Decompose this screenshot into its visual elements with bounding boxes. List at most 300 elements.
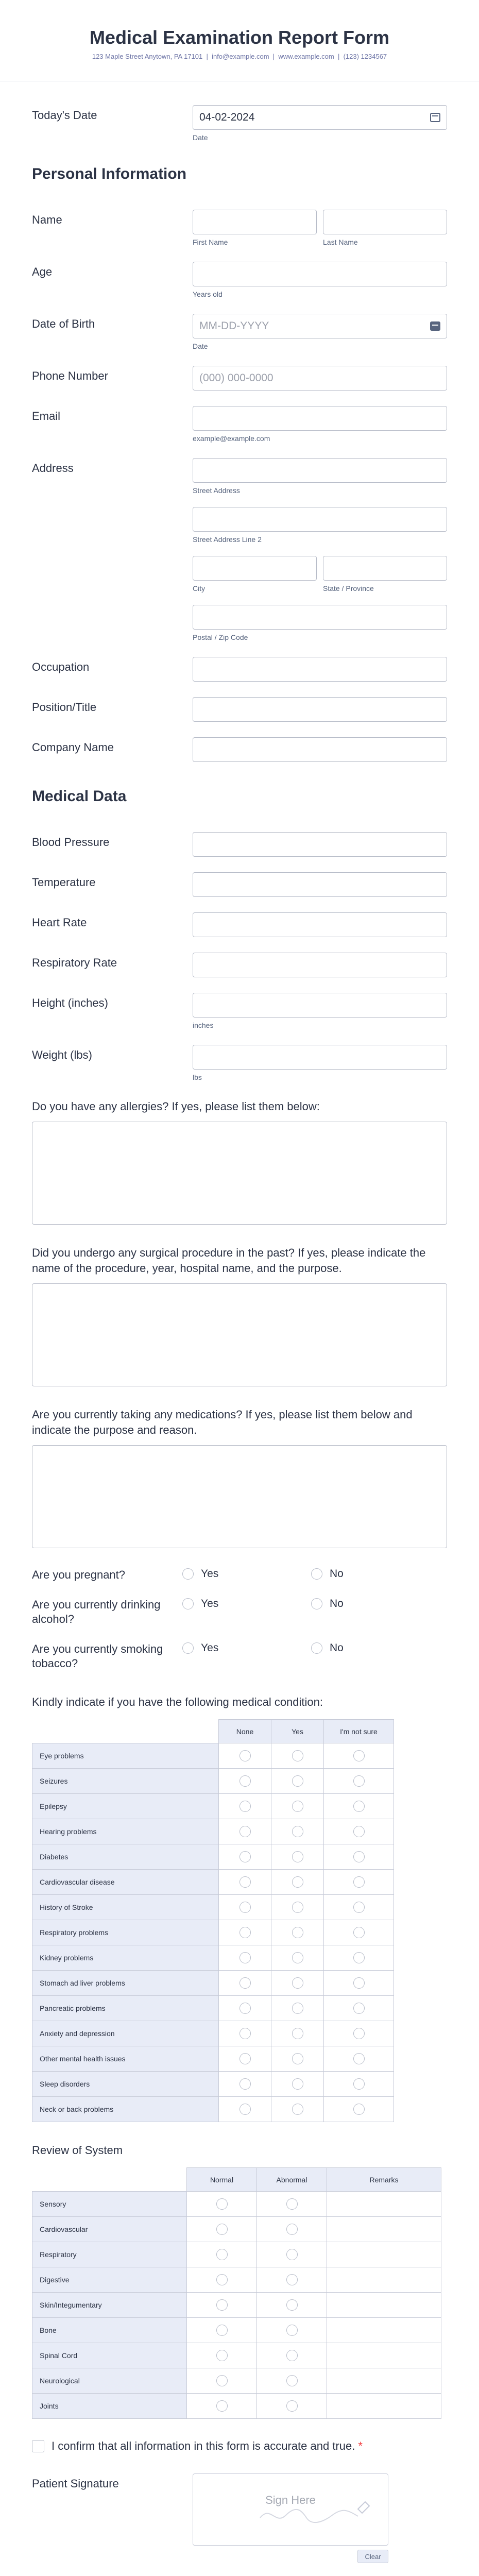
email-row [32, 406, 447, 443]
personal-info-heading: Personal Information [32, 165, 187, 182]
radio-button[interactable] [216, 2224, 228, 2235]
review-row-label: Respiratory [32, 2242, 187, 2267]
radio-button[interactable] [239, 1826, 251, 1837]
height-row [32, 993, 447, 1029]
condition-radio-cell[interactable] [271, 2021, 324, 2046]
radio-button[interactable] [353, 1876, 365, 1888]
review-row [32, 2368, 441, 2394]
condition-row-label: Neck or back problems [32, 2097, 219, 2122]
radio-button[interactable] [286, 2325, 298, 2336]
radio-button[interactable] [353, 1801, 365, 1812]
postal-input[interactable] [193, 605, 447, 630]
company-row [32, 737, 447, 762]
condition-radio-cell[interactable] [219, 1971, 271, 1996]
radio-button[interactable] [239, 1952, 251, 1963]
review-remarks-cell[interactable] [327, 2192, 441, 2217]
radio-button[interactable] [292, 2028, 303, 2039]
condition-radio-cell[interactable] [219, 1769, 271, 1794]
review-row-label: Joints [32, 2394, 187, 2419]
condition-radio-cell[interactable] [271, 1996, 324, 2021]
radio-button[interactable] [286, 2198, 298, 2210]
address-row [32, 458, 447, 641]
radio-button[interactable] [239, 1801, 251, 1812]
condition-radio-cell[interactable] [271, 1844, 324, 1870]
review-remarks-cell[interactable] [327, 2217, 441, 2242]
radio-button[interactable] [311, 1598, 322, 1609]
position-input[interactable] [193, 697, 447, 722]
contact-website: www.example.com [278, 53, 334, 60]
name-label: Name [32, 213, 62, 226]
condition-radio-cell[interactable] [219, 1895, 271, 1920]
review-row [32, 2192, 441, 2217]
medications-question: Are you currently taking any medications? If yes, please list them below and indicate the purpose and reason. [32, 1408, 413, 1436]
radio-button[interactable] [353, 1927, 365, 1938]
radio-button[interactable] [292, 1851, 303, 1862]
condition-row-label: Pancreatic problems [32, 1996, 219, 2021]
radio-button[interactable] [292, 1750, 303, 1761]
age-input[interactable] [193, 262, 447, 286]
radio-button[interactable] [292, 2078, 303, 2090]
age-label: Age [32, 265, 53, 278]
drinking-no-option[interactable] [311, 1598, 440, 1610]
condition-radio-cell[interactable] [219, 1819, 271, 1844]
condition-col-header: I'm not sure [324, 1720, 394, 1743]
radio-button[interactable] [239, 1876, 251, 1888]
condition-radio-cell[interactable] [271, 2046, 324, 2072]
review-radio-cell[interactable] [187, 2267, 257, 2293]
condition-radio-cell[interactable] [271, 1945, 324, 1971]
condition-radio-cell[interactable] [324, 1996, 394, 2021]
condition-row [32, 1920, 394, 1945]
condition-radio-cell[interactable] [219, 2072, 271, 2097]
calendar-icon[interactable] [430, 113, 440, 122]
review-question: Review of System [32, 2144, 123, 2157]
review-remarks-cell[interactable] [327, 2394, 441, 2419]
contact-phone: (123) 1234567 [343, 53, 387, 60]
phone-placeholder: (000) 000-0000 [199, 372, 273, 384]
review-radio-cell[interactable] [257, 2242, 327, 2267]
review-row-label: Sensory [32, 2192, 187, 2217]
company-input[interactable] [193, 737, 447, 762]
condition-radio-cell[interactable] [219, 1945, 271, 1971]
todays-date-label: Today's Date [32, 109, 97, 122]
review-radio-cell[interactable] [187, 2192, 257, 2217]
condition-radio-cell[interactable] [271, 1870, 324, 1895]
radio-button[interactable] [182, 1598, 194, 1609]
radio-button[interactable] [353, 1952, 365, 1963]
review-remarks-cell[interactable] [327, 2293, 441, 2318]
radio-button[interactable] [286, 2274, 298, 2285]
radio-button[interactable] [286, 2400, 298, 2412]
review-remarks-cell[interactable] [327, 2368, 441, 2394]
state-sublabel: State / Province [323, 584, 374, 592]
radio-button[interactable] [353, 1826, 365, 1837]
radio-button[interactable] [216, 2249, 228, 2260]
medical-data-heading: Medical Data [32, 788, 127, 805]
radio-button[interactable] [239, 2028, 251, 2039]
review-radio-cell[interactable] [257, 2343, 327, 2368]
condition-radio-cell[interactable] [324, 1945, 394, 1971]
radio-button[interactable] [216, 2299, 228, 2311]
height-sublabel: inches [193, 1021, 214, 1029]
condition-row [32, 2046, 394, 2072]
condition-row [32, 1743, 394, 1769]
condition-radio-cell[interactable] [324, 1870, 394, 1895]
yes-label: Yes [201, 1598, 219, 1609]
height-input[interactable] [193, 993, 447, 1018]
radio-button[interactable] [311, 1568, 322, 1580]
drinking-label: Are you currently drinking alcohol? [32, 1598, 161, 1625]
no-label: No [330, 1568, 344, 1580]
radio-button[interactable] [353, 2104, 365, 2115]
address-label: Address [32, 462, 74, 474]
review-row [32, 2293, 441, 2318]
weight-input[interactable] [193, 1045, 447, 1070]
street2-input[interactable] [193, 507, 447, 532]
review-radio-cell[interactable] [187, 2242, 257, 2267]
condition-radio-cell[interactable] [271, 2097, 324, 2122]
condition-row-label: History of Stroke [32, 1895, 219, 1920]
rr-label: Respiratory Rate [32, 956, 117, 969]
radio-button[interactable] [216, 2350, 228, 2361]
condition-radio-cell[interactable] [271, 1794, 324, 1819]
required-mark: * [358, 2439, 363, 2452]
condition-row-label: Diabetes [32, 1844, 219, 1870]
radio-button[interactable] [286, 2375, 298, 2386]
radio-button[interactable] [353, 1775, 365, 1787]
condition-radio-cell[interactable] [271, 1920, 324, 1945]
contact-line: 123 Maple Street Anytown, PA 17101 | info@example.com | www.example.com | (123) 1234567 [92, 53, 387, 60]
yes-label: Yes [201, 1642, 219, 1654]
condition-row [32, 1895, 394, 1920]
radio-button[interactable] [216, 2400, 228, 2412]
rr-row [32, 953, 447, 977]
name-row [32, 210, 447, 246]
conditions-matrix [32, 1719, 394, 2122]
review-radio-cell[interactable] [187, 2343, 257, 2368]
rr-input[interactable] [193, 953, 447, 977]
occupation-input[interactable] [193, 657, 447, 682]
radio-button[interactable] [292, 1952, 303, 1963]
radio-button[interactable] [239, 2053, 251, 2064]
position-row [32, 697, 447, 722]
condition-radio-cell[interactable] [219, 1844, 271, 1870]
todays-date-value: 04-02-2024 [199, 111, 255, 123]
radio-button[interactable] [239, 2078, 251, 2090]
review-radio-cell[interactable] [187, 2368, 257, 2394]
temp-label: Temperature [32, 876, 96, 889]
review-remarks-cell[interactable] [327, 2242, 441, 2267]
street2-sublabel: Street Address Line 2 [193, 535, 262, 544]
condition-row [32, 2097, 394, 2122]
radio-button[interactable] [292, 1775, 303, 1787]
city-input[interactable] [193, 556, 317, 581]
condition-row [32, 1769, 394, 1794]
condition-radio-cell[interactable] [324, 2021, 394, 2046]
condition-row [32, 1794, 394, 1819]
condition-radio-cell[interactable] [271, 1819, 324, 1844]
condition-radio-cell[interactable] [219, 1870, 271, 1895]
pregnant-no-option[interactable] [311, 1568, 440, 1580]
radio-button[interactable] [286, 2224, 298, 2235]
radio-button[interactable] [292, 1826, 303, 1837]
radio-button[interactable] [292, 1927, 303, 1938]
radio-button[interactable] [286, 2249, 298, 2260]
last-name-sublabel: Last Name [323, 238, 358, 246]
review-radio-cell[interactable] [187, 2217, 257, 2242]
review-col-header: Normal [187, 2168, 257, 2192]
last-name-input[interactable] [323, 210, 447, 234]
calendar-icon[interactable] [430, 321, 440, 331]
condition-row-label: Epilepsy [32, 1794, 219, 1819]
confirm-row[interactable] [32, 2439, 447, 2453]
review-radio-cell[interactable] [257, 2217, 327, 2242]
review-radio-cell[interactable] [257, 2192, 327, 2217]
state-input[interactable] [323, 556, 447, 581]
dob-sublabel: Date [193, 342, 208, 350]
review-row [32, 2318, 441, 2343]
condition-radio-cell[interactable] [324, 1794, 394, 1819]
smoking-no-option[interactable] [311, 1642, 440, 1654]
review-row-label: Digestive [32, 2267, 187, 2293]
condition-radio-cell[interactable] [271, 1895, 324, 1920]
condition-radio-cell[interactable] [219, 2046, 271, 2072]
radio-button[interactable] [353, 1902, 365, 1913]
condition-row-label: Sleep disorders [32, 2072, 219, 2097]
weight-sublabel: lbs [193, 1073, 202, 1081]
review-row-label: Skin/Integumentary [32, 2293, 187, 2318]
condition-radio-cell[interactable] [324, 1895, 394, 1920]
review-radio-cell[interactable] [187, 2394, 257, 2419]
radio-button[interactable] [353, 1750, 365, 1761]
confirm-checkbox[interactable] [32, 2440, 44, 2452]
review-remarks-cell[interactable] [327, 2267, 441, 2293]
condition-col-header: Yes [271, 1720, 324, 1743]
pregnant-label: Are you pregnant? [32, 1568, 126, 1581]
allergies-question: Do you have any allergies? If yes, please list them below: [32, 1100, 320, 1113]
condition-radio-cell[interactable] [271, 2072, 324, 2097]
condition-radio-cell[interactable] [219, 1920, 271, 1945]
radio-button[interactable] [182, 1642, 194, 1654]
company-label: Company Name [32, 741, 114, 754]
hr-row [32, 912, 447, 937]
smoking-yes-option[interactable] [182, 1642, 311, 1654]
radio-button[interactable] [239, 1750, 251, 1761]
form-title: Medical Examination Report Form [89, 27, 390, 48]
surgery-textarea[interactable] [32, 1283, 447, 1386]
signature-scribble-icon [255, 2495, 379, 2531]
contact-email: info@example.com [212, 53, 269, 60]
dob-input[interactable] [193, 314, 447, 338]
radio-button[interactable] [286, 2350, 298, 2361]
condition-radio-cell[interactable] [324, 1743, 394, 1769]
condition-radio-cell[interactable] [219, 1996, 271, 2021]
review-row [32, 2242, 441, 2267]
condition-row-label: Anxiety and depression [32, 2021, 219, 2046]
dob-label: Date of Birth [32, 317, 95, 330]
radio-button[interactable] [353, 1851, 365, 1862]
bp-row [32, 832, 447, 857]
dob-row [32, 314, 447, 350]
radio-button[interactable] [292, 2003, 303, 2014]
radio-button[interactable] [239, 2003, 251, 2014]
bp-label: Blood Pressure [32, 836, 110, 849]
condition-row-label: Eye problems [32, 1743, 219, 1769]
radio-button[interactable] [353, 2028, 365, 2039]
condition-radio-cell[interactable] [219, 2097, 271, 2122]
radio-button[interactable] [182, 1568, 194, 1580]
street1-sublabel: Street Address [193, 486, 240, 495]
radio-button[interactable] [239, 1902, 251, 1913]
radio-button[interactable] [239, 1775, 251, 1787]
bp-input[interactable] [193, 832, 447, 857]
radio-button[interactable] [292, 2053, 303, 2064]
condition-radio-cell[interactable] [324, 1920, 394, 1945]
patient-signature-row [32, 2473, 447, 2563]
todays-date-sublabel: Date [193, 133, 208, 142]
smoking-row [32, 1642, 447, 1671]
condition-row [32, 1819, 394, 1844]
phone-input[interactable] [193, 366, 447, 391]
review-radio-cell[interactable] [257, 2368, 327, 2394]
condition-radio-cell[interactable] [324, 1844, 394, 1870]
review-radio-cell[interactable] [187, 2293, 257, 2318]
review-radio-cell[interactable] [257, 2267, 327, 2293]
temp-row [32, 872, 447, 897]
condition-radio-cell[interactable] [324, 1971, 394, 1996]
todays-date-row [32, 105, 447, 142]
condition-radio-cell[interactable] [271, 1769, 324, 1794]
review-remarks-cell[interactable] [327, 2318, 441, 2343]
review-radio-cell[interactable] [257, 2394, 327, 2419]
position-label: Position/Title [32, 701, 97, 714]
review-remarks-cell[interactable] [327, 2343, 441, 2368]
radio-button[interactable] [353, 1977, 365, 1989]
smoking-label: Are you currently smoking tobacco? [32, 1642, 163, 1670]
condition-radio-cell[interactable] [324, 2046, 394, 2072]
radio-button[interactable] [216, 2375, 228, 2386]
review-row-label: Neurological [32, 2368, 187, 2394]
surgery-question: Did you undergo any surgical procedure in the past? If yes, please indicate the name of the procedure, year, hospital name, and the purpose. [32, 1246, 426, 1275]
condition-row [32, 1870, 394, 1895]
condition-row-label: Stomach ad liver problems [32, 1971, 219, 1996]
conditions-question: Kindly indicate if you have the following medical condition: [32, 1696, 323, 1708]
weight-row [32, 1045, 447, 1081]
form-header [0, 0, 479, 81]
radio-button[interactable] [292, 1876, 303, 1888]
radio-button[interactable] [216, 2198, 228, 2210]
radio-button[interactable] [292, 2104, 303, 2115]
review-row-label: Spinal Cord [32, 2343, 187, 2368]
condition-radio-cell[interactable] [219, 2021, 271, 2046]
hr-label: Heart Rate [32, 916, 87, 929]
radio-button[interactable] [216, 2274, 228, 2285]
radio-button[interactable] [239, 1851, 251, 1862]
street1-input[interactable] [193, 458, 447, 483]
condition-row [32, 1996, 394, 2021]
condition-row [32, 1945, 394, 1971]
condition-row-label: Other mental health issues [32, 2046, 219, 2072]
dob-placeholder: MM-DD-YYYY [199, 320, 269, 332]
temp-input[interactable] [193, 872, 447, 897]
review-col-header: Remarks [327, 2168, 441, 2192]
review-radio-cell[interactable] [257, 2318, 327, 2343]
condition-col-header: None [219, 1720, 271, 1743]
confirm-label: I confirm that all information in this form is accurate and true. [52, 2439, 355, 2452]
pregnant-row [32, 1568, 447, 1582]
review-radio-cell[interactable] [187, 2318, 257, 2343]
allergies-textarea[interactable] [32, 1122, 447, 1225]
sign-here-hint: Sign Here [265, 2494, 316, 2506]
email-input[interactable] [193, 406, 447, 431]
radio-button[interactable] [353, 2003, 365, 2014]
condition-radio-cell[interactable] [219, 1743, 271, 1769]
radio-button[interactable] [286, 2299, 298, 2311]
review-col-header: Abnormal [257, 2168, 327, 2192]
radio-button[interactable] [353, 2078, 365, 2090]
drinking-yes-option[interactable] [182, 1598, 311, 1610]
postal-sublabel: Postal / Zip Code [193, 633, 248, 641]
condition-radio-cell[interactable] [324, 2072, 394, 2097]
condition-row [32, 2021, 394, 2046]
city-sublabel: City [193, 584, 206, 592]
condition-row [32, 2072, 394, 2097]
radio-button[interactable] [292, 1801, 303, 1812]
condition-radio-cell[interactable] [324, 1819, 394, 1844]
todays-date-input[interactable] [193, 105, 447, 130]
radio-button[interactable] [353, 2053, 365, 2064]
radio-button[interactable] [216, 2325, 228, 2336]
hr-input[interactable] [193, 912, 447, 937]
no-label: No [330, 1598, 344, 1609]
radio-button[interactable] [239, 1927, 251, 1938]
condition-radio-cell[interactable] [271, 1971, 324, 1996]
condition-row-label: Seizures [32, 1769, 219, 1794]
review-radio-cell[interactable] [257, 2293, 327, 2318]
radio-button[interactable] [292, 1977, 303, 1989]
phone-label: Phone Number [32, 369, 108, 382]
height-label: Height (inches) [32, 996, 108, 1009]
condition-row [32, 1844, 394, 1870]
radio-button[interactable] [292, 1902, 303, 1913]
patient-signature-pad[interactable] [193, 2473, 388, 2546]
patient-signature-label: Patient Signature [32, 2477, 119, 2490]
radio-button[interactable] [239, 1977, 251, 1989]
age-sublabel: Years old [193, 290, 223, 298]
medications-textarea[interactable] [32, 1445, 447, 1548]
review-row-label: Bone [32, 2318, 187, 2343]
clear-signature-button[interactable]: Clear [357, 2550, 388, 2563]
review-row [32, 2217, 441, 2242]
occupation-label: Occupation [32, 660, 90, 673]
radio-button[interactable] [239, 2104, 251, 2115]
email-label: Email [32, 410, 61, 422]
pregnant-yes-option[interactable] [182, 1568, 311, 1580]
radio-button[interactable] [311, 1642, 322, 1654]
condition-radio-cell[interactable] [324, 1769, 394, 1794]
review-row [32, 2343, 441, 2368]
phone-row [32, 366, 447, 391]
condition-radio-cell[interactable] [324, 2097, 394, 2122]
review-row [32, 2267, 441, 2293]
condition-row [32, 1971, 394, 1996]
yes-label: Yes [201, 1568, 219, 1580]
no-label: No [330, 1642, 344, 1654]
condition-radio-cell[interactable] [271, 1743, 324, 1769]
condition-radio-cell[interactable] [219, 1794, 271, 1819]
drinking-row [32, 1598, 447, 1626]
first-name-input[interactable] [193, 210, 317, 234]
